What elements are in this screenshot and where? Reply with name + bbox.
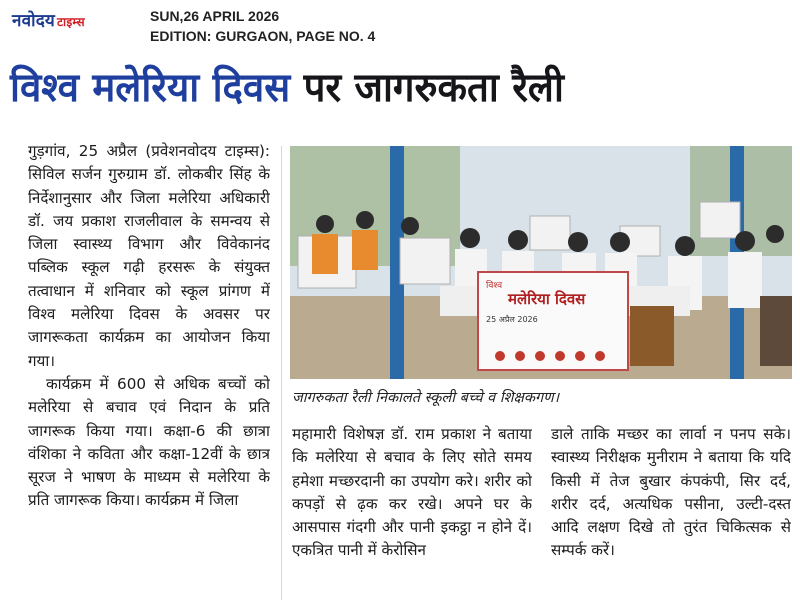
headline <box>10 62 764 114</box>
article-column-3 <box>551 423 791 600</box>
news-photo <box>290 146 792 379</box>
banner-small-text: विश्व <box>486 281 503 291</box>
article-column-1 <box>28 140 270 600</box>
article-column-2 <box>292 423 532 600</box>
headline-rest: पर जागरुकता रैली <box>290 65 564 111</box>
article-paragraph: कार्यक्रम में 600 से अधिक बच्चों को मलेरिया से बचाव एवं निदान के प्रति जागरूक किया गया। कक्षा-6 की छात्रा वंशिका ने कविता और कक्षा-12वीं के छात्र सूरज ने भाषण के माध्यम से मलेरिया के प्रति जागरूक किया। कार्यक्रम में जिला <box>28 374 270 510</box>
article-paragraph: गुड़गांव, 25 अप्रैल (प्रवेशनवोदय टाइम्स): सिविल सर्जन गुरुग्राम डॉ. लोकबीर सिंह के निर्देशानुसार और जिला मलेरिया अधिकारी डॉ. जय प्रकाश राजलीवाल के समन्वय से जिला स्वास्थ्य विभाग और विवेकानंद पब्लिक स्कूल गढ़ी हरसरू के संयुक्त तत्वाधान में शनिवार को स्कूल प्रांगण में विश्व मलेरिया दिवस के अवसर पर जागरूकता कार्यक्रम का आयोजन किया गया। <box>28 142 270 370</box>
logo-sub: टाइम्स <box>56 15 85 29</box>
banner-date-text: 25 अप्रैल 2026 <box>486 315 538 324</box>
rally-photo-illustration <box>290 146 792 379</box>
photo-caption: जागरुकता रैली निकालते स्कूली बच्चे व शिक्षकगण। <box>292 390 560 406</box>
banner-title-text: मलेरिया दिवस <box>508 290 586 308</box>
headline-accent: विश्व मलेरिया दिवस <box>10 65 291 111</box>
article-paragraph: महामारी विशेषज्ञ डॉ. राम प्रकाश ने बताया कि मलेरिया से बचाव के लिए सोते समय हमेशा मच्छरदानी का उपयोग करे। शरीर को कपड़ों से ढ़क कर रखे। अपने घर के आसपास गंदगी और पानी इकट्ठा न होने दें। एकत्रित पानी में केरोसिन <box>292 425 532 560</box>
masthead <box>0 0 800 54</box>
column-divider <box>281 146 282 600</box>
dateline <box>150 6 375 46</box>
article-paragraph: डाले ताकि मच्छर का लार्वा न पनप सके। स्वास्थ्य निरीक्षक मुनीराम ने बताया कि यदि किसी में तेज बुखार कंपकंपी, सिर दर्द, शरीर दर्द, अत्यधिक पसीना, उल्टी-दस्त आदि लक्षण दिखे तो तुरंत चिकित्सक से सम्पर्क करें। <box>551 425 791 560</box>
edition-info: EDITION: GURGAON, PAGE NO. 4 <box>150 28 376 44</box>
newspaper-logo <box>12 8 85 31</box>
logo-main: नवोदय <box>12 11 55 31</box>
publication-date: SUN,26 APRIL 2026 <box>150 8 280 24</box>
